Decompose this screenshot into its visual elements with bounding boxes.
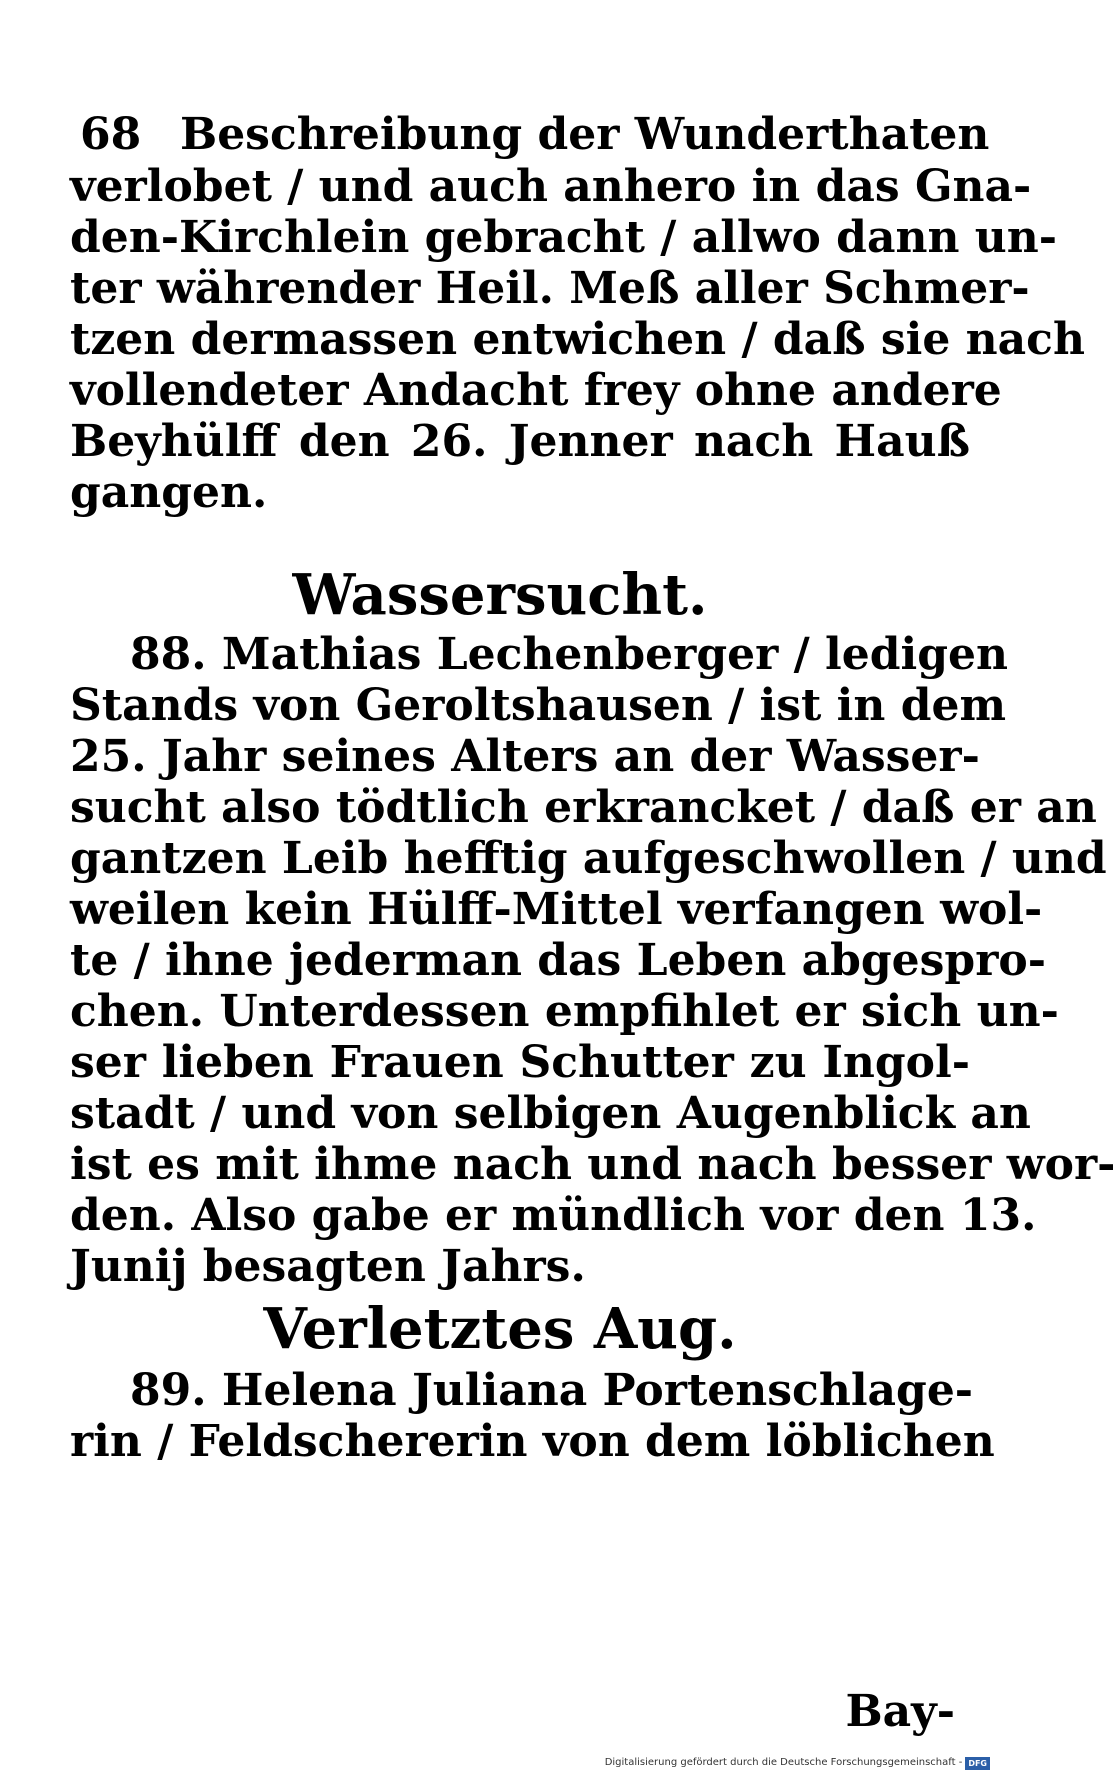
text-line: ser lieben Frauen Schutter zu Ingol- xyxy=(70,1037,970,1088)
text-line: 89. Helena Juliana Portenschlage- xyxy=(130,1365,974,1416)
text-line: den. Also gabe er mündlich vor den 13. xyxy=(70,1190,1037,1241)
text-line: vollendeter Andacht frey ohne andere xyxy=(70,365,1002,416)
page-number: 68 xyxy=(80,109,142,160)
text-line: gangen. xyxy=(70,467,268,518)
page-header xyxy=(80,105,990,165)
text-line: chen. Unterdessen empfihlet er sich un- xyxy=(70,986,1059,1037)
text-line: te / ihne jederman das Leben abgespro- xyxy=(70,935,1046,986)
catchword: Bay- xyxy=(845,1686,955,1737)
text-line: tzen dermassen entwichen / daß sie nach xyxy=(70,314,1085,365)
text-line: sucht also tödtlich erkrancket / daß er an xyxy=(70,782,1097,833)
text-line: Beyhülff den 26. Jenner nach Hauß xyxy=(70,416,970,467)
credit-text: Digitalisierung gefördert durch die Deutsche Forschungsgemeinschaft - xyxy=(604,1757,963,1768)
text-line: den-Kirchlein gebracht / allwo dann un- xyxy=(70,212,1057,263)
text-line: ist es mit ihme nach und nach besser wor- xyxy=(70,1139,1115,1190)
text-line: Stands von Geroltshausen / ist in dem xyxy=(70,680,1007,731)
dfg-logo: DFG xyxy=(965,1757,990,1770)
text-line: verlobet / und auch anhero in das Gna- xyxy=(70,161,1032,212)
digitization-credit xyxy=(605,1756,990,1770)
text-line: ter währender Heil. Meß aller Schmer- xyxy=(70,263,1030,314)
text-line: rin / Feldschererin von dem löblichen xyxy=(70,1416,995,1467)
text-line: gantzen Leib hefftig aufgeschwollen / und xyxy=(70,833,1107,884)
text-line: weilen kein Hülff-Mittel verfangen wol- xyxy=(70,884,1043,935)
section-title: Wassersucht. xyxy=(292,562,708,628)
running-head: Beschreibung der Wunderthaten xyxy=(180,109,990,160)
text-line: stadt / und von selbigen Augenblick an xyxy=(70,1088,1031,1139)
text-line: 25. Jahr seines Alters an der Wasser- xyxy=(70,731,980,782)
section-title: Verletztes Aug. xyxy=(263,1296,737,1362)
text-line: 88. Mathias Lechenberger / ledigen xyxy=(130,629,1008,680)
text-line: Junij besagten Jahrs. xyxy=(70,1241,586,1292)
